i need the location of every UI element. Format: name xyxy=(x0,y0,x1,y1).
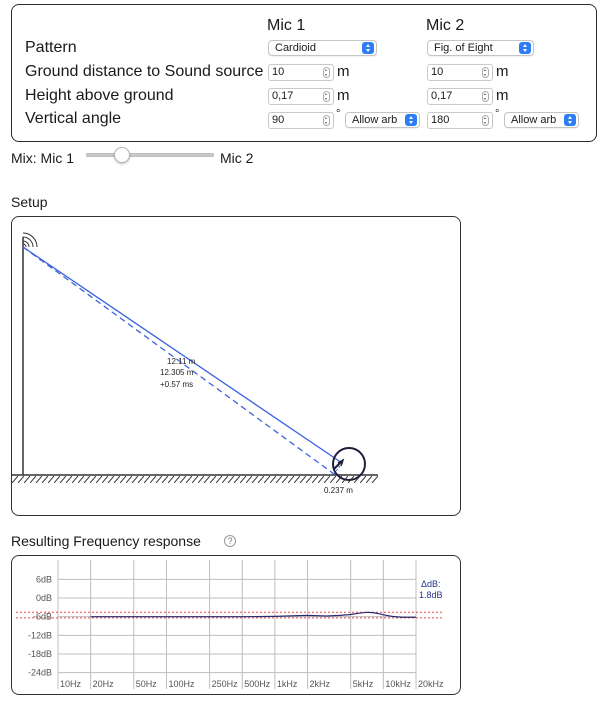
mix-label-mic1: Mix: Mic 1 xyxy=(11,150,74,166)
mic2-height-input[interactable] xyxy=(427,88,493,105)
x-tick-label: 100Hz xyxy=(168,679,195,689)
select-arrow-icon xyxy=(405,114,417,126)
x-tick-label: 5kHz xyxy=(352,679,374,689)
height-label: Height above ground xyxy=(25,87,174,104)
direct-path xyxy=(23,247,342,463)
mic2-height-value: 0,17 xyxy=(431,90,453,102)
stepper-icon[interactable] xyxy=(323,67,330,78)
y-tick-label: -6dB xyxy=(32,611,52,622)
frequency-response-chart xyxy=(11,555,461,695)
sound-source-icon xyxy=(23,233,37,247)
mic1-pattern-select[interactable] xyxy=(268,40,377,56)
y-tick-label: -24dB xyxy=(27,667,52,678)
x-tick-label: 10kHz xyxy=(385,679,411,689)
mic1-angle-input[interactable] xyxy=(268,112,334,129)
distance-label: Ground distance to Sound source xyxy=(25,63,264,80)
delay-label: +0.57 ms xyxy=(160,380,194,389)
mic2-pattern-select[interactable] xyxy=(427,40,534,56)
mic1-height-value: 0,17 xyxy=(272,90,294,102)
x-tick-label: 50Hz xyxy=(135,679,157,689)
mic1-angle-value: 90 xyxy=(272,114,285,126)
frequency-response-title: Resulting Frequency response xyxy=(11,533,201,549)
stepper-icon[interactable] xyxy=(482,91,489,102)
stepper-icon[interactable] xyxy=(323,115,330,126)
select-arrow-icon xyxy=(564,114,576,126)
select-arrow-icon xyxy=(362,42,374,54)
y-tick-label: -12dB xyxy=(27,630,52,641)
mic2-distance-input[interactable] xyxy=(427,64,493,81)
mic1-angle-unit: ° xyxy=(336,108,341,120)
direct-distance-label: 12.11 m xyxy=(167,357,196,366)
mix-slider-thumb[interactable] xyxy=(114,147,130,163)
mix-slider[interactable] xyxy=(86,153,214,157)
mic2-angle-unit: ° xyxy=(495,108,500,120)
ground-hatch xyxy=(12,476,378,483)
stepper-icon[interactable] xyxy=(482,115,489,126)
x-tick-label: 10Hz xyxy=(60,679,82,689)
mic1-pattern-value: Cardioid xyxy=(275,42,316,54)
setup-diagram xyxy=(11,216,461,516)
stepper-icon[interactable] xyxy=(482,67,489,78)
x-tick-label: 20Hz xyxy=(92,679,114,689)
frequency-response-svg xyxy=(12,556,461,695)
mic1-distance-value: 10 xyxy=(272,66,285,78)
delta-db-value: 1.8dB xyxy=(419,590,443,600)
mic2-angle-mode-select[interactable] xyxy=(504,112,579,128)
x-tick-label: 500Hz xyxy=(244,679,271,689)
mic1-distance-unit: m xyxy=(337,63,350,80)
x-tick-label: 2kHz xyxy=(309,679,331,689)
angle-label: Vertical angle xyxy=(25,110,122,127)
mic-settings-panel xyxy=(11,4,597,142)
x-tick-label: 250Hz xyxy=(211,679,238,689)
mix-label-mic2: Mic 2 xyxy=(220,150,254,166)
mic2-distance-unit: m xyxy=(496,63,509,80)
mic2-angle-value: 180 xyxy=(431,114,450,126)
y-tick-label: 6dB xyxy=(35,574,52,585)
select-arrow-icon xyxy=(519,42,531,54)
mic1-angle-mode-select[interactable] xyxy=(345,112,420,128)
mic2-angle-input[interactable] xyxy=(427,112,493,129)
mic2-angle-mode-value: Allow arb xyxy=(511,114,557,126)
x-tick-label: 1kHz xyxy=(276,679,298,689)
mic1-height-unit: m xyxy=(337,87,350,104)
setup-svg xyxy=(12,217,461,516)
mic1-height-input[interactable] xyxy=(268,88,334,105)
mic2-column-header: Mic 2 xyxy=(426,17,465,34)
setup-title: Setup xyxy=(11,194,48,210)
mic1-column-header: Mic 1 xyxy=(267,17,306,34)
x-tick-label: 20kHz xyxy=(418,679,444,689)
y-tick-label: -18dB xyxy=(27,649,52,659)
y-tick-label: 0dB xyxy=(35,593,52,603)
help-icon[interactable]: ? xyxy=(224,535,236,547)
pattern-label: Pattern xyxy=(25,39,77,56)
reflected-distance-label: 12.305 m xyxy=(160,368,194,377)
mic2-distance-value: 10 xyxy=(431,66,444,78)
stepper-icon[interactable] xyxy=(323,91,330,102)
mic1-angle-mode-value: Allow arb xyxy=(352,114,398,126)
mic2-pattern-value: Fig. of Eight xyxy=(434,42,493,54)
mic-height-label: 0.237 m xyxy=(324,486,353,495)
mic1-distance-input[interactable] xyxy=(268,64,334,81)
delta-db-label: ΔdB: xyxy=(421,579,441,589)
mic2-height-unit: m xyxy=(496,87,509,104)
